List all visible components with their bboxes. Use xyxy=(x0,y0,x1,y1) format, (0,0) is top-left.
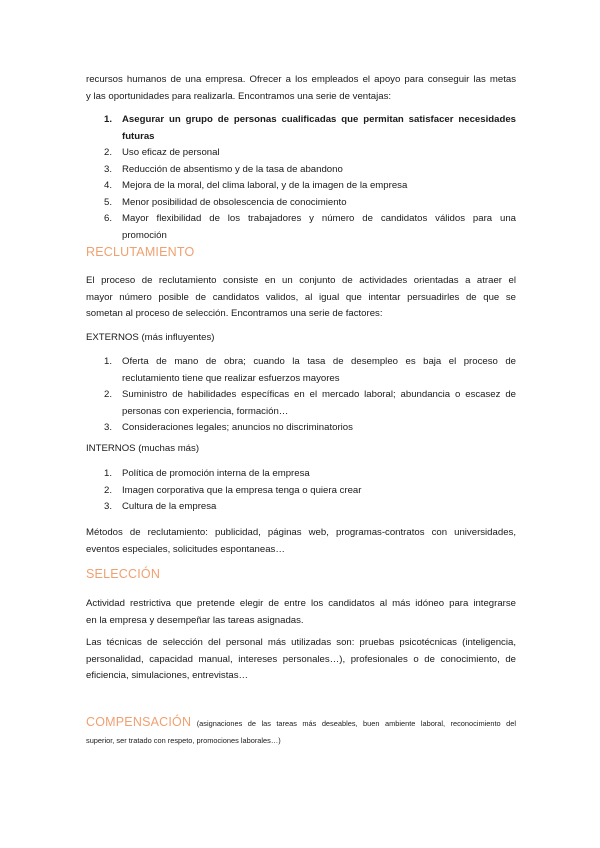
list-number: 5. xyxy=(104,196,113,208)
section-heading-reclutamiento: RECLUTAMIENTO xyxy=(86,245,195,259)
list-item-text: Cultura de la empresa xyxy=(122,501,217,512)
list-item xyxy=(104,483,516,500)
section-heading-seleccion: SELECCIÓN xyxy=(86,567,161,581)
list-item-text: Menor posibilidad de obsolescencia de conocimiento xyxy=(122,196,347,208)
list-item xyxy=(104,354,516,387)
externos-label xyxy=(86,330,516,347)
paragraph-line: El proceso de reclutamiento consiste en un conjunto de actividades orientadas a atraer el xyxy=(86,275,516,286)
list-item-text: promoción xyxy=(122,229,167,241)
paragraph-line: mayor número posible de candidatos validos, al igual que intentar persuadirles de que se xyxy=(86,291,516,303)
intro-line-1: recursos humanos de una empresa. Ofrecer a los empleados el apoyo para conseguir las metas xyxy=(86,74,516,85)
compensacion-note: (asignaciones de las tareas más deseables, buen ambiente laboral, reconocimiento del xyxy=(196,719,516,728)
list-item xyxy=(104,145,516,162)
list-item xyxy=(104,112,516,145)
intro-line-2: y las oportunidades para realizarla. Encontramos una serie de ventajas: xyxy=(86,90,392,102)
list-item-text: Reducción de absentismo y de la tasa de abandono xyxy=(122,163,343,175)
list-item-text: Oferta de mano de obra; cuando la tasa de desempleo es baja el proceso de xyxy=(122,356,516,367)
list-item-text: Suministro de habilidades específicas en el mercado laboral; abundancia o escasez de xyxy=(122,389,516,400)
section-heading-compensacion: COMPENSACIÓN xyxy=(86,715,192,729)
intro-paragraph xyxy=(86,72,516,105)
seleccion-paragraph-2 xyxy=(86,635,516,685)
reclutamiento-paragraph xyxy=(86,273,516,323)
list-number: 3. xyxy=(104,422,113,433)
list-item-text: Consideraciones legales; anuncios no discriminatorios xyxy=(122,422,353,433)
list-item xyxy=(104,499,516,516)
list-number: 1. xyxy=(104,468,113,479)
list-item-text: Mayor flexibilidad de los trabajadores y número de candidatos válidos para una xyxy=(122,213,516,224)
paragraph-line: eventos especiales, solicitudes espontaneas… xyxy=(86,543,285,555)
list-item xyxy=(104,466,516,483)
list-number: 2. xyxy=(104,147,113,158)
paragraph-line: Actividad restrictiva que pretende elegir de entre los candidatos al más idóneo para integrarse xyxy=(86,598,516,609)
list-item-text: reclutamiento tiene que realizar esfuerzos mayores xyxy=(122,372,340,384)
seleccion-paragraph-1 xyxy=(86,596,516,629)
list-item-text: Uso eficaz de personal xyxy=(122,147,220,158)
ventajas-list xyxy=(104,112,516,244)
list-item xyxy=(104,195,516,212)
subsection-label: EXTERNOS (más influyentes) xyxy=(86,332,215,343)
paragraph-line: sometan al proceso de selección. Encontramos una serie de factores: xyxy=(86,308,383,319)
subsection-label: INTERNOS (muchas más) xyxy=(86,443,200,454)
list-number: 2. xyxy=(104,389,113,400)
paragraph-line: eficiencia, simulaciones, entrevistas… xyxy=(86,670,249,681)
list-number: 3. xyxy=(104,501,113,512)
paragraph-line: en la empresa y desempeñar las tareas asignadas. xyxy=(86,614,304,626)
paragraph-line: personalidad, capacidad manual, intereses personales…), profesionales o de conocimiento, de xyxy=(86,653,516,665)
metodos-paragraph xyxy=(86,525,516,558)
list-item-text: Asegurar un grupo de personas cualificadas que permitan satisfacer necesidades xyxy=(122,114,516,125)
list-number: 6. xyxy=(104,213,113,224)
list-number: 2. xyxy=(104,484,113,496)
paragraph-line: Métodos de reclutamiento: publicidad, páginas web, programas-contratos con universidades, xyxy=(86,527,516,538)
internos-list xyxy=(104,466,516,516)
list-item-text: Imagen corporativa que la empresa tenga o quiera crear xyxy=(122,484,362,496)
list-number: 1. xyxy=(104,356,113,367)
list-number: 4. xyxy=(104,180,113,191)
compensacion-section xyxy=(86,714,516,749)
externos-list xyxy=(104,354,516,437)
internos-label xyxy=(86,441,516,458)
list-item-text: personas con experiencia, formación… xyxy=(122,405,289,417)
compensacion-note: superior, ser tratado con respeto, promociones laborales…) xyxy=(86,736,281,745)
list-item xyxy=(104,162,516,179)
list-item-text: futuras xyxy=(122,130,155,142)
list-number: 1. xyxy=(104,114,113,125)
list-item xyxy=(104,420,516,437)
list-item-text: Política de promoción interna de la empresa xyxy=(122,468,310,479)
list-item-text: Mejora de la moral, del clima laboral, y de la imagen de la empresa xyxy=(122,180,408,191)
list-item xyxy=(104,178,516,195)
list-item xyxy=(104,387,516,420)
paragraph-line: Las técnicas de selección del personal más utilizadas son: pruebas psicotécnicas (inteligencia, xyxy=(86,637,516,648)
list-item xyxy=(104,211,516,244)
list-number: 3. xyxy=(104,163,113,175)
